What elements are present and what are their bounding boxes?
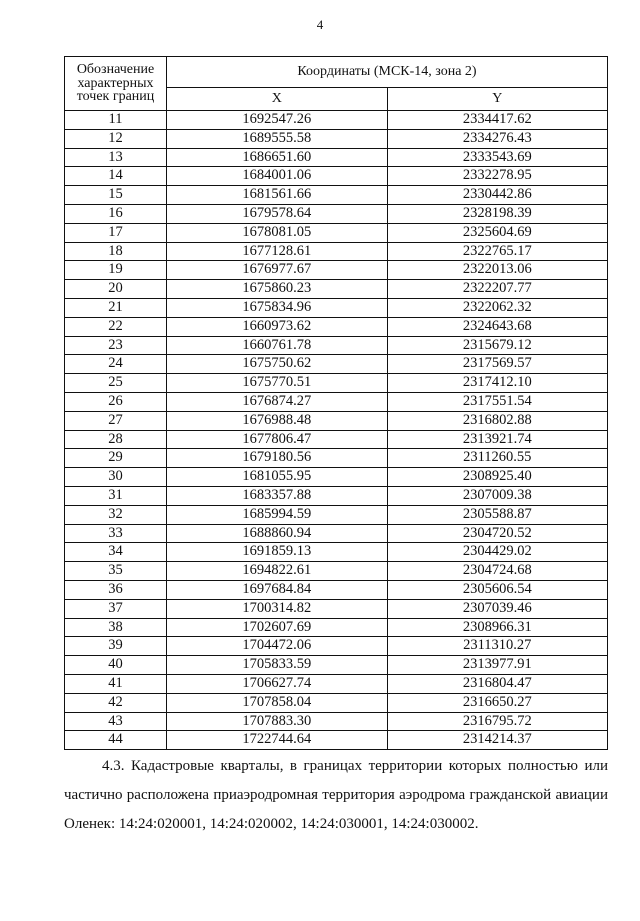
table-row [65, 562, 608, 581]
point-number-cell: 28 [65, 430, 167, 449]
x-coordinate-cell: 1681561.66 [167, 186, 388, 205]
table-row [65, 618, 608, 637]
y-coordinate-cell: 2322765.17 [387, 242, 608, 261]
table-row [65, 411, 608, 430]
table-row [65, 392, 608, 411]
x-coordinate-cell: 1675860.23 [167, 280, 388, 299]
table-row [65, 355, 608, 374]
x-coordinate-cell: 1660761.78 [167, 336, 388, 355]
x-coordinate-cell: 1676988.48 [167, 411, 388, 430]
table-row [65, 261, 608, 280]
point-number-cell: 14 [65, 167, 167, 186]
y-coordinate-cell: 2307009.38 [387, 486, 608, 505]
table-body [65, 111, 608, 750]
table-row [65, 186, 608, 205]
table-row [65, 580, 608, 599]
point-number-cell: 23 [65, 336, 167, 355]
paragraph-text: 4.3. Кадастровые кварталы, в границах территории которых полностью или частично расположена приаэродромная территория аэродрома гражданской авиации Оленек: 14:24:020001, 14:24:020002, 14:24:030001, 14:24:030002. [64, 758, 608, 832]
table-row [65, 486, 608, 505]
table-row [65, 223, 608, 242]
y-coordinate-cell: 2314214.37 [387, 731, 608, 750]
table-row [65, 374, 608, 393]
y-coordinate-cell: 2305588.87 [387, 505, 608, 524]
point-number-cell: 34 [65, 543, 167, 562]
y-coordinate-cell: 2325604.69 [387, 223, 608, 242]
point-designation-header: Обозначение характерных точек границ [65, 57, 167, 111]
x-coordinate-cell: 1676977.67 [167, 261, 388, 280]
point-number-cell: 41 [65, 674, 167, 693]
y-coordinate-cell: 2305606.54 [387, 580, 608, 599]
point-number-cell: 16 [65, 204, 167, 223]
y-coordinate-cell: 2315679.12 [387, 336, 608, 355]
table-row [65, 731, 608, 750]
y-coordinate-cell: 2316650.27 [387, 693, 608, 712]
point-number-cell: 33 [65, 524, 167, 543]
point-number-cell: 30 [65, 468, 167, 487]
y-coordinate-cell: 2304724.68 [387, 562, 608, 581]
x-coordinate-cell: 1697684.84 [167, 580, 388, 599]
table-row [65, 543, 608, 562]
y-coordinate-cell: 2334276.43 [387, 129, 608, 148]
x-coordinate-cell: 1675750.62 [167, 355, 388, 374]
table-row [65, 336, 608, 355]
y-coordinate-cell: 2322013.06 [387, 261, 608, 280]
coordinates-header: Координаты (МСК-14, зона 2) [167, 57, 608, 88]
y-coordinate-cell: 2304720.52 [387, 524, 608, 543]
x-coordinate-cell: 1677128.61 [167, 242, 388, 261]
y-coordinate-cell: 2322062.32 [387, 298, 608, 317]
x-coordinate-cell: 1677806.47 [167, 430, 388, 449]
table-row [65, 204, 608, 223]
point-number-cell: 38 [65, 618, 167, 637]
y-coordinate-cell: 2316795.72 [387, 712, 608, 731]
point-number-cell: 20 [65, 280, 167, 299]
y-coordinate-cell: 2304429.02 [387, 543, 608, 562]
x-coordinate-cell: 1702607.69 [167, 618, 388, 637]
y-coordinate-cell: 2311260.55 [387, 449, 608, 468]
point-number-cell: 37 [65, 599, 167, 618]
y-coordinate-cell: 2333543.69 [387, 148, 608, 167]
table-row [65, 242, 608, 261]
point-number-cell: 24 [65, 355, 167, 374]
table-row [65, 693, 608, 712]
y-coordinate-cell: 2334417.62 [387, 111, 608, 130]
table-row [65, 111, 608, 130]
x-coordinate-cell: 1675834.96 [167, 298, 388, 317]
x-coordinate-cell: 1678081.05 [167, 223, 388, 242]
point-number-cell: 32 [65, 505, 167, 524]
point-number-cell: 21 [65, 298, 167, 317]
paragraph-cadastral-quarters [64, 752, 608, 839]
point-number-cell: 25 [65, 374, 167, 393]
point-number-cell: 43 [65, 712, 167, 731]
point-number-cell: 31 [65, 486, 167, 505]
x-coordinate-cell: 1686651.60 [167, 148, 388, 167]
table-row [65, 280, 608, 299]
table-row [65, 599, 608, 618]
x-coordinate-cell: 1691859.13 [167, 543, 388, 562]
x-coordinate-cell: 1660973.62 [167, 317, 388, 336]
y-coordinate-cell: 2328198.39 [387, 204, 608, 223]
point-number-cell: 39 [65, 637, 167, 656]
x-coordinate-cell: 1681055.95 [167, 468, 388, 487]
table-row [65, 129, 608, 148]
x-coordinate-cell: 1679578.64 [167, 204, 388, 223]
x-coordinate-cell: 1692547.26 [167, 111, 388, 130]
x-coordinate-cell: 1683357.88 [167, 486, 388, 505]
y-coordinate-cell: 2308925.40 [387, 468, 608, 487]
table-row [65, 505, 608, 524]
x-coordinate-cell: 1707883.30 [167, 712, 388, 731]
table-row [65, 449, 608, 468]
x-coordinate-cell: 1722744.64 [167, 731, 388, 750]
y-coordinate-cell: 2332278.95 [387, 167, 608, 186]
coordinates-table [64, 56, 608, 750]
y-coordinate-cell: 2313921.74 [387, 430, 608, 449]
x-coordinate-cell: 1684001.06 [167, 167, 388, 186]
y-coordinate-cell: 2307039.46 [387, 599, 608, 618]
x-coordinate-cell: 1675770.51 [167, 374, 388, 393]
table-row [65, 167, 608, 186]
point-number-cell: 44 [65, 731, 167, 750]
y-coordinate-cell: 2317551.54 [387, 392, 608, 411]
y-column-header: Y [387, 88, 608, 111]
x-coordinate-cell: 1685994.59 [167, 505, 388, 524]
x-coordinate-cell: 1679180.56 [167, 449, 388, 468]
y-coordinate-cell: 2317569.57 [387, 355, 608, 374]
point-number-cell: 13 [65, 148, 167, 167]
table-row [65, 524, 608, 543]
point-number-cell: 27 [65, 411, 167, 430]
x-coordinate-cell: 1700314.82 [167, 599, 388, 618]
point-number-cell: 22 [65, 317, 167, 336]
point-number-cell: 18 [65, 242, 167, 261]
point-number-cell: 26 [65, 392, 167, 411]
x-coordinate-cell: 1676874.27 [167, 392, 388, 411]
table-row [65, 468, 608, 487]
table-row [65, 148, 608, 167]
table-row [65, 674, 608, 693]
y-coordinate-cell: 2313977.91 [387, 656, 608, 675]
point-number-cell: 36 [65, 580, 167, 599]
page-number: 4 [316, 17, 324, 32]
x-coordinate-cell: 1694822.61 [167, 562, 388, 581]
x-coordinate-cell: 1706627.74 [167, 674, 388, 693]
table-row [65, 317, 608, 336]
table-row [65, 656, 608, 675]
point-number-cell: 11 [65, 111, 167, 130]
point-number-cell: 19 [65, 261, 167, 280]
point-number-cell: 12 [65, 129, 167, 148]
y-coordinate-cell: 2317412.10 [387, 374, 608, 393]
table-row [65, 637, 608, 656]
y-coordinate-cell: 2308966.31 [387, 618, 608, 637]
x-coordinate-cell: 1704472.06 [167, 637, 388, 656]
y-coordinate-cell: 2311310.27 [387, 637, 608, 656]
x-column-header: X [167, 88, 388, 111]
x-coordinate-cell: 1689555.58 [167, 129, 388, 148]
y-coordinate-cell: 2316802.88 [387, 411, 608, 430]
table-row [65, 430, 608, 449]
x-coordinate-cell: 1688860.94 [167, 524, 388, 543]
point-number-cell: 40 [65, 656, 167, 675]
y-coordinate-cell: 2322207.77 [387, 280, 608, 299]
point-number-cell: 15 [65, 186, 167, 205]
point-number-cell: 42 [65, 693, 167, 712]
table-row [65, 712, 608, 731]
y-coordinate-cell: 2330442.86 [387, 186, 608, 205]
table-row [65, 298, 608, 317]
table-header-row [65, 57, 608, 88]
point-number-cell: 35 [65, 562, 167, 581]
point-number-cell: 17 [65, 223, 167, 242]
point-number-cell: 29 [65, 449, 167, 468]
x-coordinate-cell: 1707858.04 [167, 693, 388, 712]
y-coordinate-cell: 2324643.68 [387, 317, 608, 336]
x-coordinate-cell: 1705833.59 [167, 656, 388, 675]
y-coordinate-cell: 2316804.47 [387, 674, 608, 693]
